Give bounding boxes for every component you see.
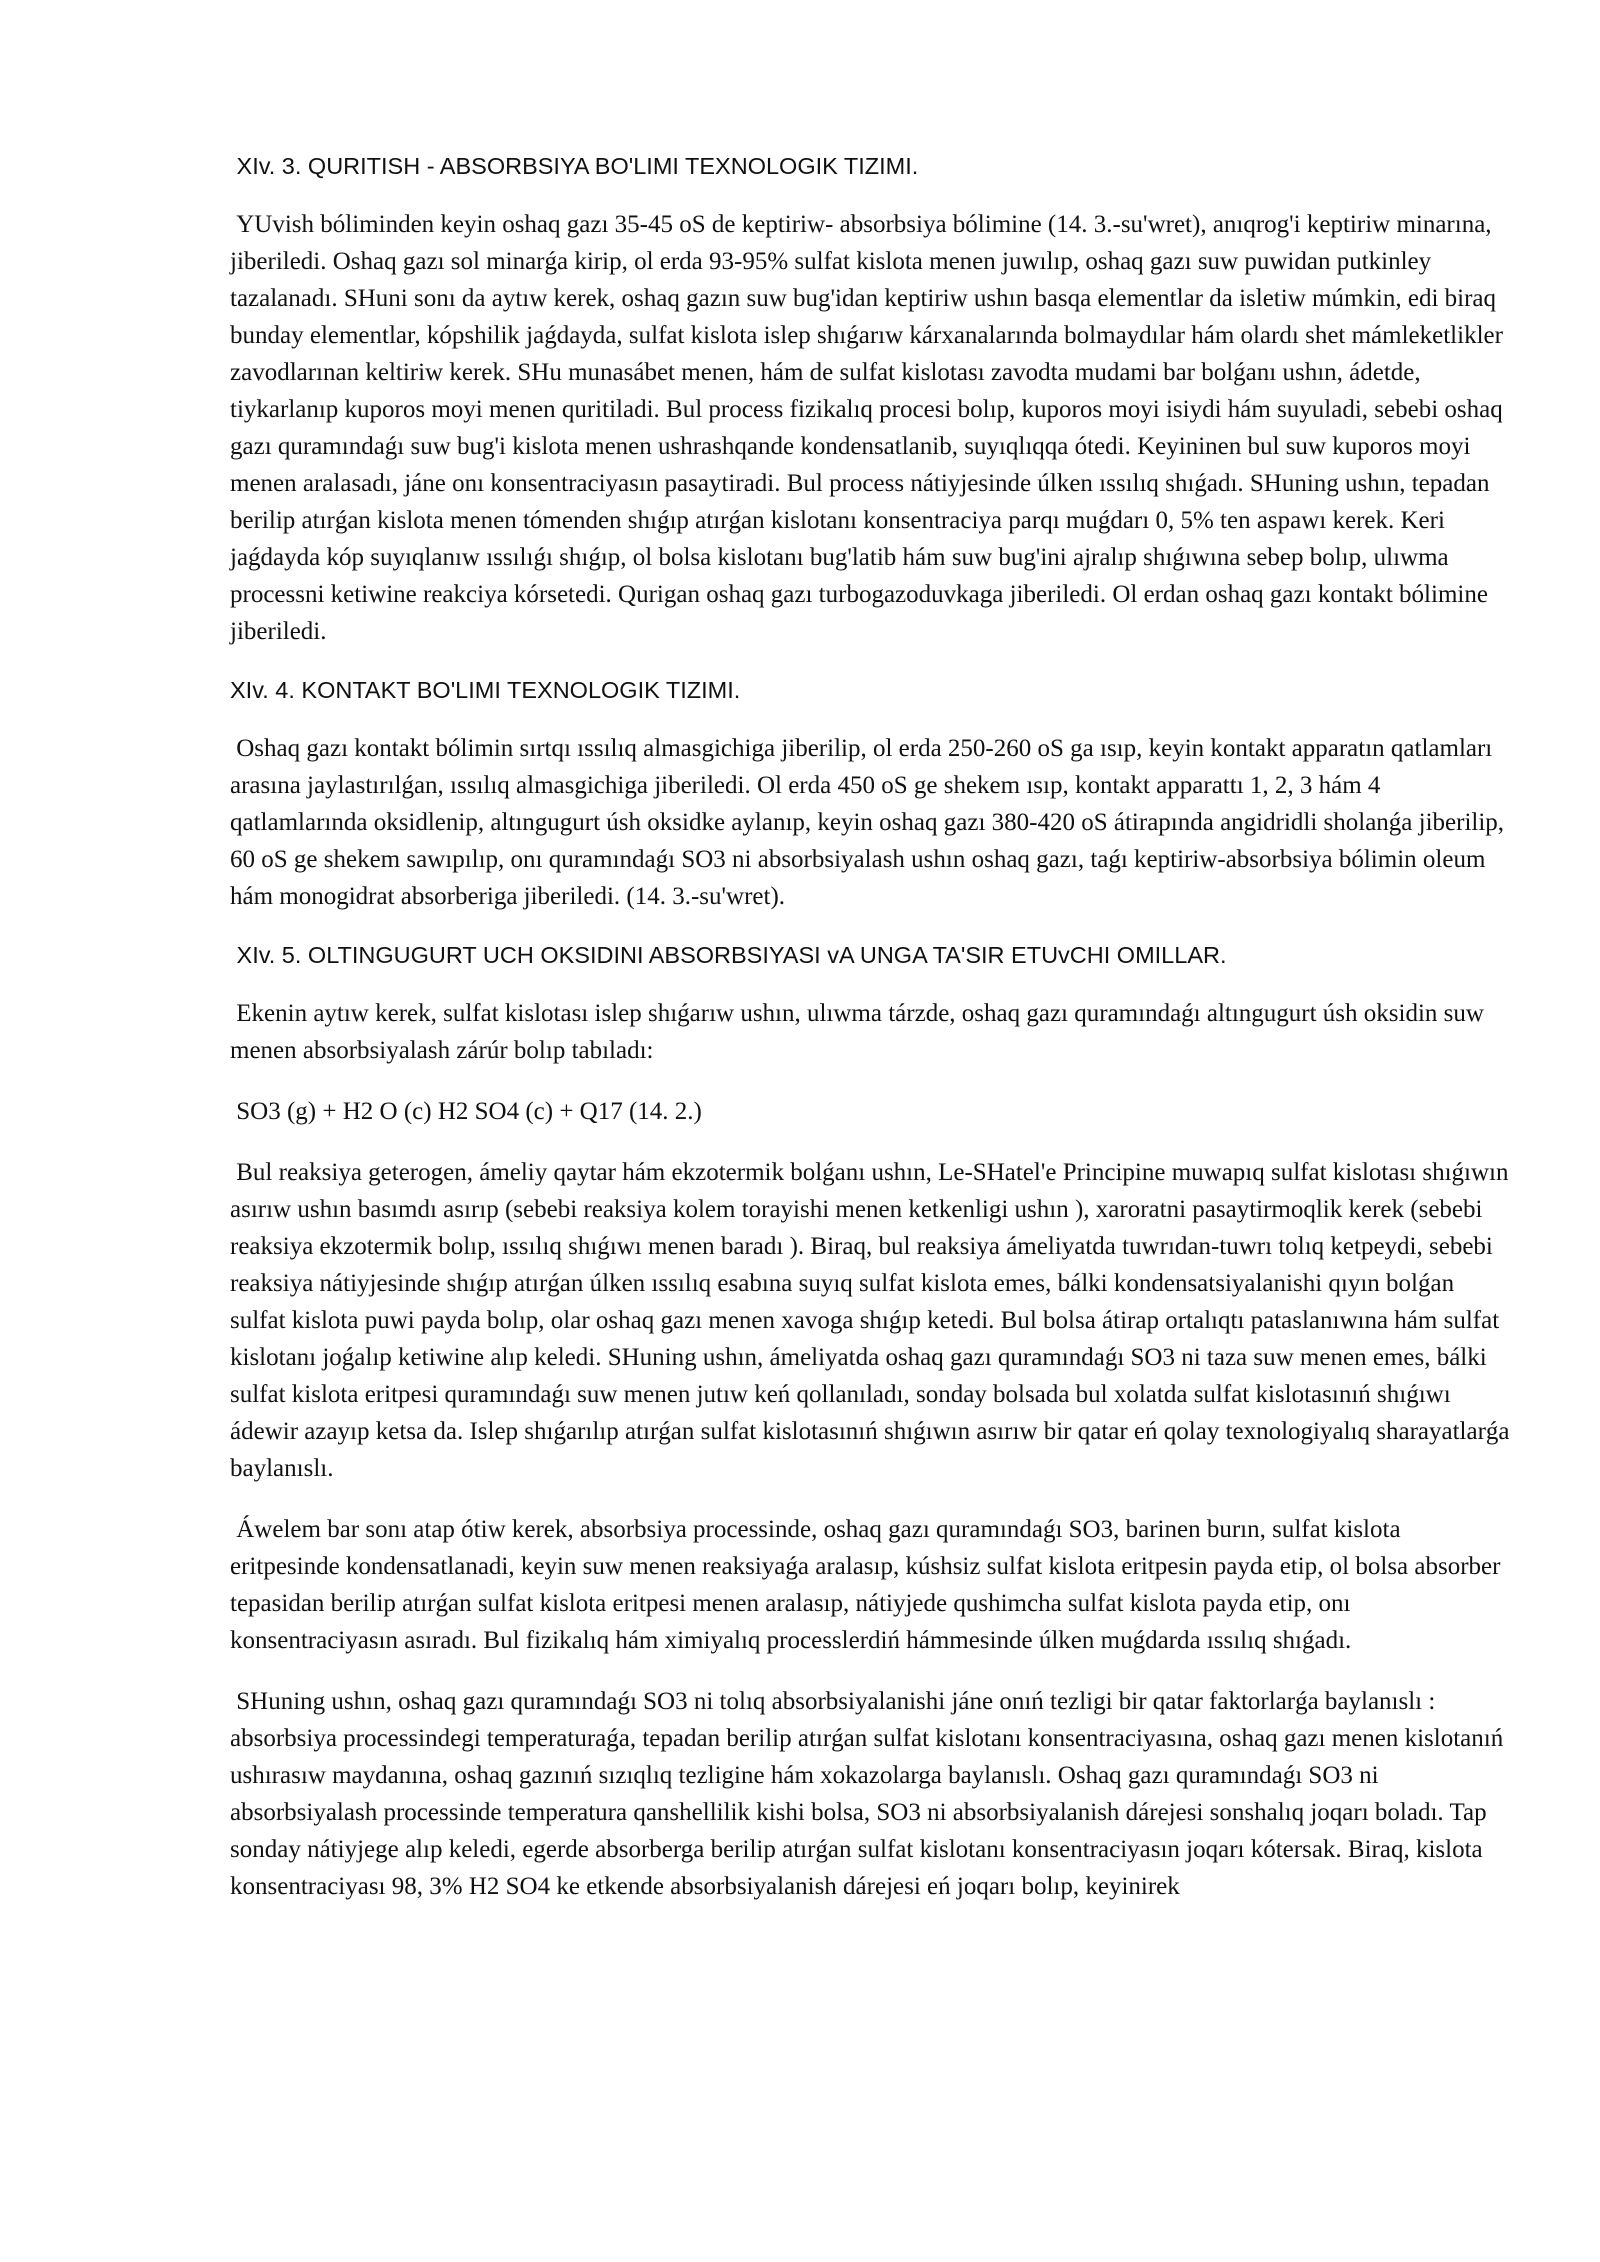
paragraph-absorption-factors: SHuning ushın, oshaq gazı quramındaǵı SO3 ni tolıq absorbsiyalanishi jáne onıń tezligi bir qatar faktorlarǵa baylanıslı : absorbsiya processindegi temperaturaǵa, tepadan berilip atırǵan sulfat kislotanı konsentraciyasına, oshaq gazı menen kislotanıń ushırasıw maydanına, oshaq gazınıń sızıqlıq tezligine hám xokazolarga baylanıslı. Oshaq gazı quramındaǵı SO3 ni absorbsiyalash processinde temperatura qanshellilik kishi bolsa, SO3 ni absorbsiyalanish dárejesi sonshalıq joqarı boladı. Tap sonday nátiyjege alıp keledi, egerde absorberga berilip atırǵan sulfat kislotanı konsentraciyasın joqarı kótersak. Biraq, kislota konsentraciyası 98, 3% H2 SO4 ke etkende absorbsiyalanish dárejesi eń joqarı bolıp, keyinirek <box>230 1688 1510 1900</box>
paragraph-absorption-intro: Ekenin aytıw kerek, sulfat kislotası islep shıǵarıw ushın, ulıwma tárzde, oshaq gazı quramındaǵı altıngugurt úsh oksidin suw menen absorbsiyalash zárúr bolıp tabıladı: <box>230 1000 1491 1064</box>
section-heading-so3-absorption: XIv. 5. OLTINGUGURT UCH OKSIDINI ABSORBSIYASI vA UNGA TA'SIR ETUvCHI OMILLAR. <box>230 942 1227 968</box>
paragraph-drying-process: YUvish bóliminden keyin oshaq gazı 35-45 oS de keptiriw- absorbsiya bólimine (14. 3.-su'wret), anıqrog'i keptiriw minarına, jiberiledi. Oshaq gazı sol minarǵa kirip, ol erda 93-95% sulfat kislota menen juwılıp, oshaq gazı suw puwidan putkinley tazalanadı. SHuni sonı da aytıw kerek, oshaq gazın suw bug'idan keptiriw ushın basqa elementlar da isletiw múmkin, edi biraq bunday elementlar, kópshilik jaǵdayda, sulfat kislota islep shıǵarıw kárxanalarında bolmaydılar hám olardı shet mámleketlikler zavodlarınan keltiriw kerek. SHu munasábet menen, hám de sulfat kislotası zavodta mudami bar bolǵanı ushın, ádetde, tiykarlanıp kuporos moyi menen quritiladi. Bul process fizikalıq procesi bolıp, kuporos moyi isiydi hám suyuladi, sebebi oshaq gazı quramındaǵı suw bug'i kislota menen ushrashqande kondensatlanib, suyıqlıqqa ótedi. Keyininen bul suw kuporos moyi menen aralasadı, jáne onı konsentraciyasın pasaytiradi. Bul process nátiyjesinde úlken ıssılıq shıǵadı. SHuning ushın, tepadan berilip atırǵan kislota menen tómenden shıǵıp atırǵan kislotanı konsentraciya parqı muǵdarı 0, 5% ten aspawı kerek. Keri jaǵdayda kóp suyıqlanıw ıssılıǵı shıǵıp, ol bolsa kislotanı bug'latib hám suw bug'ini ajralıp shıǵıwına sebep bolıp, ulıwma processni ketiwine reakciya kórsetedi. Qurigan oshaq gazı turbogazoduvkaga jiberiledi. Ol erdan oshaq gazı kontakt bólimine jiberiledi. <box>230 211 1510 645</box>
document-page <box>230 150 1516 1929</box>
section-heading-drying-absorption: XIv. 3. QURITISH - ABSORBSIYA BO'LIMI TEXNOLOGIK TIZIMI. <box>230 153 919 179</box>
paragraph-absorption-mechanism: Áwelem bar sonı atap ótiw kerek, absorbsiya processinde, oshaq gazı quramındaǵı SO3, barinen burın, sulfat kislota eritpesinde kondensatlanadi, keyin suw menen reaksiyaǵa aralasıp, kúshsiz sulfat kislota eritpesin payda etip, ol bolsa absorber tepasidan berilip atırǵan sulfat kislota eritpesi menen aralasıp, nátiyjede qushimcha sulfat kislota payda etip, onı konsentraciyasın asıradı. Bul fizikalıq hám ximiyalıq processlerdiń hámmesinde úlken muǵdarda ıssılıq shıǵadı. <box>230 1516 1507 1654</box>
reaction-equation: SO3 (g) + H2 O (c) H2 SO4 (c) + Q17 (14. 2.) <box>230 1098 702 1125</box>
paragraph-contact-process: Oshaq gazı kontakt bólimin sırtqı ıssılıq almasgichiga jiberilip, ol erda 250-260 oS ga ısıp, keyin kontakt apparatın qatlamları arasına jaylastırılǵan, ıssılıq almasgichiga jiberiledi. Ol erda 450 oS ge shekem ısıp, kontakt apparattı 1, 2, 3 hám 4 qatlamlarında oksidlenip, altıngugurt úsh oksidke aylanıp, keyin oshaq gazı 380-420 oS átirapında angidridli sholanǵa jiberilip, 60 oS ge shekem sawıpılıp, onı quramındaǵı SO3 ni absorbsiyalash ushın oshaq gazı, taǵı keptiriw-absorbsiya bólimin oleum hám monogidrat absorberiga jiberiledi. (14. 3.-su'wret). <box>230 735 1511 910</box>
section-heading-contact: XIv. 4. KONTAKT BO'LIMI TEXNOLOGIK TIZIMI. <box>230 677 741 703</box>
paragraph-reaction-conditions: Bul reaksiya geterogen, ámeliy qaytar hám ekzotermik bolǵanı ushın, Le-SHatel'e Principine muwapıq sulfat kislotası shıǵıwın asırıw ushın basımdı asırıp (sebebi reaksiya kolem torayishi menen ketkenligi ushın ), xaroratni pasaytirmoqlik kerek (sebebi reaksiya ekzotermik bolıp, ıssılıq shıǵıwı menen baradı ). Biraq, bul reaksiya ámeliyatda tuwrıdan-tuwrı tolıq ketpeydi, sebebi reaksiya nátiyjesinde shıǵıp atırǵan úlken ıssılıq esabına suyıq sulfat kislota emes, bálki kondensatsiyalanishi qıyın bolǵan sulfat kislota puwi payda bolıp, olar oshaq gazı menen xavoga shıǵıp ketedi. Bul bolsa átirap ortalıqtı pataslanıwına hám sulfat kislotanı joǵalıp ketiwine alıp keledi. SHuning ushın, ámeliyatda oshaq gazı quramındaǵı SO3 ni taza suw menen emes, bálki sulfat kislota eritpesi quramındaǵı suw menen jutıw keń qollanıladı, sonday bolsada bul xolatda sulfat kislotasınıń shıǵıwı ádewir azayıp ketsa da. Islep shıǵarılıp atırǵan sulfat kislotasınıń shıǵıwın asırıw bir qatar eń qolay texnologiyalıq sharayatlarǵa baylanıslı. <box>230 1159 1516 1482</box>
